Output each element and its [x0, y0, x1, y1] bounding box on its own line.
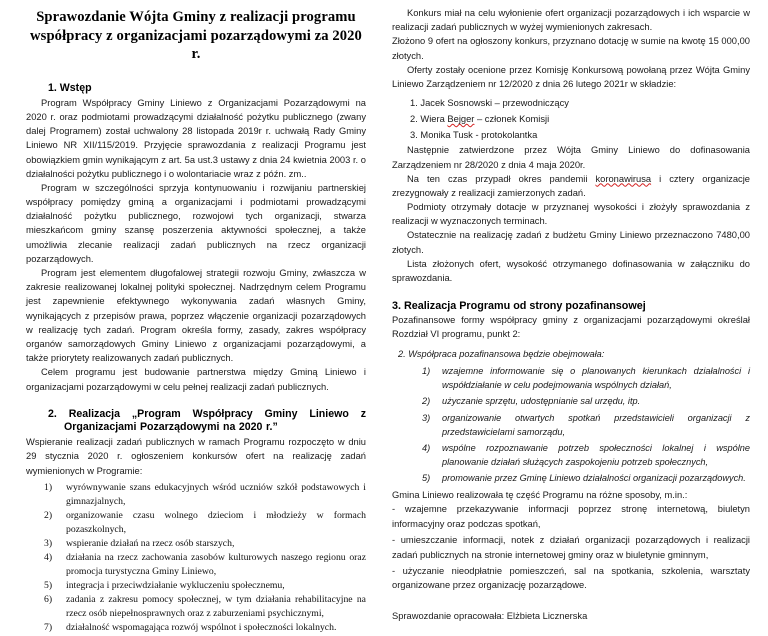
author-signature: Sprawozdanie opracowała: Elżbieta Licznerska [392, 610, 588, 621]
paragraph-final-budget: Ostatecznie na realizację zadań z budżetu Gminy Liniewo przeznaczono 7480,00 złotych. [392, 230, 750, 255]
member-number: 3. [410, 130, 418, 141]
heading-section-3: 3. Realizacja Programu od strony pozafinansowej [392, 300, 646, 313]
paragraph-section-2-intro: Wspieranie realizacji zadań publicznych w ramach Programu rozpoczęto w dniu 29 stycznia 2020 r. ogłoszeniem konkursów ofert na realizację zadań wymienionych w Programie: [26, 437, 366, 476]
list-item: wspieranie działań na rzecz osób starszych, [66, 537, 235, 549]
list-item: użyczanie sprzętu, udostępnianie sal urzędu, itp. [442, 396, 641, 407]
paragraph-commission-appointed: Oferty zostały ocenione przez Komisję Konkursową powołaną przez Wójta Gminy Liniewo Zarządzeniem nr 12/2020 z dnia 26 lutego 2021r w składzie: [392, 64, 750, 89]
nonfinancial-cooperation-list [392, 365, 750, 485]
paragraph-intro-1: Program Współpracy Gminy Liniewo z Organizacjami Pozarządowymi na 2020 r. oraz podmiotami prowadzącymi działalność pożytku publicznego (zwany dalej Programem) został uchwalony 28 listopada 2019r r. uchwałą Rady Gminy Liniewo NR XII/115/2019. Przyjęcie sprawozdania z realizacji Programu jest obowiązkiem gmin wynikającym z art. 5a ust.3 ustawy z dnia 24 kwietnia 2003 r. o działalności pożytku publicznego i o wolontariacie wraz z późn. zm.. [26, 97, 366, 179]
paragraph-subsidies-received: Podmioty otrzymały dotacje w przyznanej wysokości i złożyły sprawozdania z realizacji w wyznaczonych terminach. [392, 202, 750, 227]
paragraph-intro-3: Program jest elementem długofalowej strategii rozwoju Gminy, zwłaszcza w zakresie realizowanej lokalnej polityki społecznej. Nadrzędnym celem Programu jest zapewnienie efektywnego wykonywania zadań własnych Gminy, wynikających z przepisów prawa, poprzez włączenie organizacji pozarządowych w realizację tych zadań. Program określa formy, zasady, zakres współpracy organów samorządowych Gminy Liniewo z organizacjami pozarządowymi, a także priorytety realizowanych zadań publicznych. [26, 268, 366, 364]
list-item: integracja i przeciwdziałanie wykluczeniu społecznemu, [66, 580, 285, 592]
member-role: – przewodniczący [492, 98, 569, 109]
member-number: 1. [410, 98, 418, 109]
spellcheck-error-word: koronawirusa [595, 173, 652, 184]
list-item: działalność wspomagająca rozwój wspólnot i społeczności lokalnych. [66, 622, 337, 634]
list-item: promowanie przez Gminę Liniewo działalności organizacji pozarządowych. [442, 472, 746, 483]
list-item: zadania z zakresu pomocy społecznej, w tym działania rehabilitacyjne na rzecz osób niepełnosprawnych oraz z zaburzeniami psychicznymi, [66, 594, 366, 620]
spellcheck-error-word: Bejger [447, 114, 475, 125]
list-item: działania na rzecz zachowania zasobów kulturowych naszego regionu oraz promocja turystyczna Gminy Liniewo, [66, 552, 366, 577]
commission-members-list [392, 95, 750, 143]
dash-list-item: - użyczanie nieodpłatnie pomieszczeń, sal na spotkania, szkolenia, warsztaty organizowane przez organizację pozarządowe. [392, 565, 750, 591]
dash-list-item: - wzajemne przekazywanie informacji poprzez stronę internetową, biuletyn informacyjny oraz podczas spotkań, [392, 504, 750, 529]
paragraph-intro-2: Program w szczególności sprzyja kontynuowaniu i rozwijaniu partnerskiej współpracy pomiędzy gminą a organizacjami i podmiotami prowadzącymi działalność pożytku publicznego, rozwojowi tych organizacji, stwarza mieszkańcom gminy szansę poszerzenia aktywności społecznej, a także umożliwia zlecanie realizacji zadań publicznych na rzecz organizacji pozarządowych. [26, 182, 366, 264]
heading-section-2: 2. Realizacja „Program Współpracy Gminy Liniewo z Organizacjami Pozarządowymi na 2020 r.” [48, 407, 366, 434]
list-item: organizowanie czasu wolnego dzieciom i młodzieży w formach pozaszkolnych, [66, 509, 366, 535]
list-item: wzajemne informowanie się o planowanych kierunkach działalności i współdziałanie w celu podejmowania wspólnych działań, [442, 366, 750, 391]
list-item: wspólne rozpoznawanie potrzeb społeczności lokalnej i wspólne planowanie działań służących zaspokojeniu potrzeb społecznych, [442, 442, 750, 467]
paragraph-section-3-intro: Pozafinansowe formy współpracy gminy z organizacjami pozarządowymi określał Rozdział VI programu, punkt 2: [392, 315, 750, 340]
member-role: - protokolantka [472, 130, 538, 141]
paragraph-pandemic [392, 172, 750, 200]
task-list [26, 481, 366, 635]
list-item [410, 111, 750, 127]
paragraph-offers-submitted: Złożono 9 ofert na ogłoszony konkurs, przyznano dotację w sumie na kwotę 15 000,00 złotych. [392, 36, 750, 61]
left-column [26, 6, 378, 636]
member-role: – członek Komisji [474, 114, 550, 125]
italic-list-lead: 2. Współpraca pozafinansowa będzie obejmowała: [398, 348, 605, 359]
paragraph-approval: Następnie zatwierdzone przez Wójta Gminy Liniewo do dofinasowania Zarządzeniem nr 28/2020 z dnia 4 maja 2020r. [392, 145, 750, 170]
dash-list-item: - umieszczanie informacji, notek z działań organizacji pozarządowych i realizacji zadań publicznych na stronie internetowej gminy oraz w biuletynie gminnym, [392, 535, 750, 560]
document-title: Sprawozdanie Wójta Gminy z realizacji programu współpracy z organizacjami pozarządowymi za 2020 r. [30, 9, 362, 63]
member-number: 2. [410, 114, 418, 125]
list-item [410, 95, 750, 111]
pandemic-text-after: i cztery organizacje zrezygnowały z realizacji zamierzonych zadań. [392, 173, 750, 198]
list-item: organizowanie otwartych spotkań przedstawicieli organizacji z przedstawicielami samorządu, [442, 412, 750, 437]
paragraph-contest-purpose: Konkurs miał na celu wyłonienie ofert organizacji pozarządowych i ich wsparcie w realizacji zadań publicznych w wyżej wymienionych zakresach. [392, 8, 750, 33]
list-item [410, 127, 750, 143]
member-name: Jacek Sosnowski [420, 98, 493, 109]
member-name: Monika Tusk [420, 130, 473, 141]
member-name: Wiera [420, 114, 448, 125]
right-column [378, 6, 750, 623]
paragraph-closing-intro: Gmina Liniewo realizowała tę część Programu na różne sposoby, m.in.: [392, 490, 688, 501]
paragraph-attachment-note: Lista złożonych ofert, wysokość otrzymanego dofinasowania w załączniku do sprawozdania. [392, 258, 750, 283]
pandemic-text-before: Na ten czas przypadł okres pandemii [407, 173, 596, 184]
list-item: wyrównywanie szans edukacyjnych wśród uczniów szkół podstawowych i gimnazjalnych, [66, 481, 366, 507]
heading-section-1: 1. Wstęp [48, 82, 92, 95]
paragraph-intro-4: Celem programu jest budowanie partnerstwa między Gminą Liniewo i organizacjami pozarządowymi w celu pełnej realizacji zadań publicznych. [26, 367, 366, 392]
